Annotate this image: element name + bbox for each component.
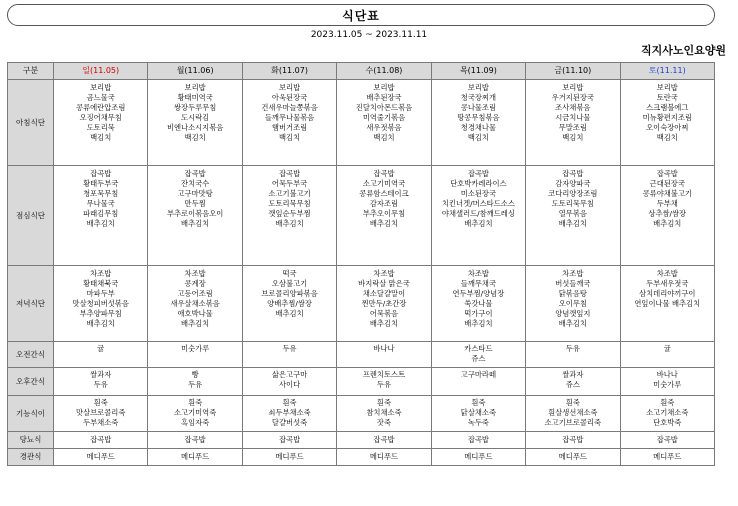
day-header-label: 월(11.06): [176, 66, 214, 75]
menu-cell: [337, 449, 431, 466]
menu-item: 맛살브로콜리죽: [76, 408, 126, 417]
menu-item: 배추김치: [86, 219, 115, 228]
menu-cell: [54, 166, 148, 266]
menu-cell: [526, 396, 620, 432]
menu-item: 메디푸드: [558, 452, 587, 461]
menu-item: 차조밥: [184, 269, 206, 278]
menu-item: 연두부찜/양념장: [452, 289, 505, 298]
menu-cell: [148, 368, 242, 396]
meal-row-func: [8, 396, 715, 432]
menu-item: 백김치: [90, 133, 112, 142]
menu-item: 배추김치: [558, 219, 587, 228]
menu-item: 상추쌈/쌈장: [648, 209, 687, 218]
menu-item: 애호박나물: [177, 309, 213, 318]
menu-item: 카스타드: [464, 344, 493, 353]
menu-item: 코다리양장조림: [548, 189, 598, 198]
menu-item: 보리밥: [373, 83, 395, 92]
menu-item: 흰죽: [565, 398, 580, 407]
menu-item: 야채샐러드/참깨드레싱: [441, 209, 515, 218]
menu-item: 무나물국: [86, 199, 115, 208]
menu-item: 소고기미역죽: [173, 408, 217, 417]
menu-item: 잡곡밥: [656, 435, 678, 444]
menu-item: 오이무침: [558, 299, 587, 308]
meal-row-tube: [8, 449, 715, 466]
menu-item: 잡곡밥: [373, 435, 395, 444]
menu-item: 바나나: [373, 344, 395, 353]
menu-item: 차조밥: [562, 269, 584, 278]
menu-item: 배추김치: [181, 319, 210, 328]
menu-cell: [148, 432, 242, 449]
menu-item: 보리밥: [562, 83, 584, 92]
menu-item: 잡곡밥: [184, 169, 206, 178]
menu-item: 스크램블에그: [646, 103, 689, 112]
menu-item: 햄버거조림: [271, 123, 308, 132]
meal-row-snack2: [8, 368, 715, 396]
menu-item: 흰죽: [188, 398, 203, 407]
menu-item: 차조밥: [467, 269, 489, 278]
day-header-label: 금(11.10): [554, 66, 592, 75]
menu-item: 우거지된장국: [551, 93, 594, 102]
menu-cell: [620, 449, 714, 466]
menu-cell: [337, 368, 431, 396]
menu-item: 고등어조림: [177, 289, 213, 298]
menu-item: 청포묵무침: [83, 189, 119, 198]
menu-item: 오징어채무침: [79, 113, 122, 122]
menu-item: 무말조림: [558, 123, 587, 132]
menu-item: 콩류야채불고기: [642, 189, 692, 198]
day-header-label: 화(11.07): [271, 66, 308, 75]
menu-item: 오이숙장아찌: [646, 123, 689, 132]
menu-item: 떡가구이: [464, 309, 493, 318]
menu-item: 배추김치: [275, 219, 304, 228]
menu-item: 콩나물조림: [460, 103, 497, 112]
menu-item: 부추오이무침: [362, 209, 406, 218]
menu-item: 백김치: [278, 133, 301, 142]
menu-item: 귤: [97, 344, 105, 353]
menu-item: 진달치아몬드볶음: [355, 103, 413, 112]
menu-item: 청경채나물: [460, 123, 497, 132]
menu-item: 귤: [663, 344, 671, 353]
organization-name: 직지사노인요양원: [640, 44, 726, 57]
menu-item: 쌀과자: [90, 370, 112, 379]
menu-cell: [242, 266, 336, 342]
menu-cell: [242, 80, 336, 166]
menu-item: 두유: [93, 380, 108, 389]
menu-item: 채소달걀말이: [362, 289, 406, 298]
menu-item: 잡곡밥: [467, 169, 489, 178]
meal-row-label: 점심식단: [8, 166, 54, 266]
meal-row-diab: [8, 432, 715, 449]
menu-item: 백김치: [656, 133, 678, 142]
menu-cell: [431, 396, 525, 432]
menu-item: 치킨너겟/머스타드소스: [441, 199, 515, 208]
menu-item: 버섯들깨국: [555, 279, 591, 288]
menu-item: 백김치: [562, 133, 584, 142]
day-header: [337, 63, 431, 80]
menu-item: 흰살생선채소죽: [548, 408, 598, 417]
menu-cell: [54, 80, 148, 166]
menu-cell: [526, 166, 620, 266]
menu-item: 흰죽: [93, 398, 108, 407]
menu-item: 녹두죽: [467, 418, 489, 427]
day-header: [526, 63, 620, 80]
menu-item: 도토리묵무침: [268, 199, 311, 208]
menu-item: 시금치나물: [555, 113, 591, 122]
menu-cell: [431, 368, 525, 396]
menu-item: 연잎이나물 배추김치: [634, 299, 701, 308]
menu-item: 어묵두부국: [271, 179, 308, 188]
menu-cell: [620, 342, 714, 368]
menu-item: 잡곡밥: [90, 435, 112, 444]
menu-item: 콩류함스테이크: [359, 189, 409, 198]
menu-cell: [54, 396, 148, 432]
menu-item: 메디푸드: [275, 452, 304, 461]
menu-item: 잡곡밥: [184, 435, 206, 444]
menu-item: 잡곡밥: [562, 169, 584, 178]
menu-item: 두유: [565, 344, 580, 353]
menu-cell: [148, 342, 242, 368]
menu-item: 두유: [188, 380, 203, 389]
menu-item: 오삼불고기: [271, 279, 308, 288]
menu-cell: [526, 449, 620, 466]
menu-item: 들깨무채국: [460, 279, 497, 288]
menu-cell: [620, 80, 714, 166]
menu-item: 콩류에란압조림: [76, 103, 126, 112]
menu-item: 만두찜: [184, 199, 206, 208]
menu-cell: [148, 166, 242, 266]
menu-item: 황태미역국: [177, 93, 213, 102]
menu-item: 흰죽: [660, 398, 675, 407]
menu-cell: [431, 432, 525, 449]
menu-item: 보리밥: [278, 83, 301, 92]
menu-item: 미역줄기볶음: [362, 113, 406, 122]
menu-cell: [54, 266, 148, 342]
menu-item: 건새우마늘쫑볶음: [261, 103, 318, 112]
menu-cell: [242, 342, 336, 368]
menu-item: 삼치데리야끼구이: [639, 289, 696, 298]
menu-cell: [148, 80, 242, 166]
menu-item: 차조밥: [373, 269, 395, 278]
menu-cell: [620, 166, 714, 266]
menu-item: 두부채: [656, 199, 678, 208]
menu-item: 차조밥: [90, 269, 112, 278]
menu-item: 땅콩무침볶음: [457, 113, 500, 122]
menu-item: 보리밥: [90, 83, 112, 92]
menu-cell: [337, 266, 431, 342]
menu-item: 부추양파무침: [79, 309, 122, 318]
menu-item: 흑임자죽: [181, 418, 210, 427]
menu-cell: [242, 449, 336, 466]
menu-cell: [54, 368, 148, 396]
menu-cell: [242, 166, 336, 266]
menu-item: 조사채볶음: [555, 103, 591, 112]
meal-row-label: 오전간식: [8, 342, 54, 368]
menu-item: 잡곡밥: [278, 435, 301, 444]
menu-item: 쌍장두루무침: [173, 103, 217, 112]
menu-cell: [526, 342, 620, 368]
menu-item: 배추김치: [181, 219, 210, 228]
menu-cell: [620, 368, 714, 396]
menu-item: 참치채소죽: [366, 408, 402, 417]
menu-item: 양념깻잎지: [555, 309, 591, 318]
day-header: [242, 63, 336, 80]
menu-cell: [526, 368, 620, 396]
menu-cell: [431, 80, 525, 166]
menu-cell: [242, 368, 336, 396]
menu-cell: [54, 449, 148, 466]
day-header: [54, 63, 148, 80]
menu-item: 황태두부국: [83, 179, 119, 188]
menu-item: 달걀버섯죽: [271, 418, 308, 427]
menu-item: 메디푸드: [86, 452, 115, 461]
menu-item: 쇠두부채소죽: [268, 408, 311, 417]
menu-cell: [242, 432, 336, 449]
menu-item: 찐만두/초간장: [361, 299, 407, 308]
day-header: [620, 63, 714, 80]
menu-item: 청국장찌개: [460, 93, 497, 102]
menu-item: 감자양파국: [555, 179, 591, 188]
menu-item: 고구마맛탕: [177, 189, 213, 198]
menu-item: 깻잎순두부찜: [268, 209, 311, 218]
menu-item: 배추김치: [275, 309, 304, 318]
menu-item: 잡곡밥: [656, 169, 678, 178]
menu-item: 맛살청피버섯볶음: [72, 299, 129, 308]
page-title: [7, 4, 715, 26]
menu-cell: [431, 449, 525, 466]
day-header-label: 목(11.09): [459, 66, 497, 75]
menu-item: 비엔나소시지볶음: [166, 123, 224, 132]
menu-item: 삶은고구마: [271, 370, 308, 379]
menu-table: [7, 62, 715, 466]
menu-item: 단호박카레라이스: [450, 179, 507, 188]
meal-row-label: 저녁식단: [8, 266, 54, 342]
menu-cell: [337, 432, 431, 449]
menu-item: 사이다: [278, 380, 301, 389]
menu-cell: [54, 432, 148, 449]
menu-cell: [431, 166, 525, 266]
menu-item: 근대된장국: [649, 179, 685, 188]
menu-item: 차조밥: [656, 269, 678, 278]
menu-item: 메디푸드: [464, 452, 493, 461]
menu-item: 백김치: [467, 133, 489, 142]
menu-item: 백김치: [373, 133, 395, 142]
menu-item: 토란국: [656, 93, 678, 102]
menu-item: 쑥갓나물: [464, 299, 493, 308]
menu-item: 황태채북국: [83, 279, 119, 288]
day-header: [431, 63, 525, 80]
day-header-label: 토(11.11): [648, 66, 686, 75]
menu-item: 고구마라떼: [460, 370, 497, 379]
menu-item: 미숫가루: [653, 380, 682, 389]
meal-row-snack1: [8, 342, 715, 368]
menu-item: 잡곡밥: [373, 169, 395, 178]
menu-item: 도토리묵: [86, 123, 115, 132]
menu-cell: [620, 266, 714, 342]
menu-item: 바나나: [656, 370, 678, 379]
menu-item: 배추김치: [653, 219, 682, 228]
menu-item: 두부새우젓국: [646, 279, 689, 288]
menu-cell: [526, 432, 620, 449]
menu-item: 곰느물국: [86, 93, 115, 102]
menu-item: 잡곡밥: [90, 169, 112, 178]
menu-item: 배추된장국: [366, 93, 402, 102]
menu-item: 배추김치: [86, 319, 115, 328]
menu-item: 양배추찜/쌈장: [267, 299, 312, 308]
meal-row-label: 기능식이: [8, 396, 54, 432]
day-header-label: 수(11.08): [365, 66, 403, 75]
menu-item: 배추김치: [464, 319, 493, 328]
menu-item: 잣죽: [376, 418, 392, 427]
menu-cell: [337, 342, 431, 368]
table-body: [8, 80, 715, 466]
menu-item: 잡곡밥: [562, 435, 584, 444]
menu-item: 닭볶음탕: [558, 289, 587, 298]
menu-item: 잡곡밥: [467, 435, 489, 444]
menu-item: 흰죽: [376, 398, 392, 407]
menu-item: 콩계장: [184, 279, 206, 288]
menu-item: 배추김치: [558, 319, 587, 328]
menu-cell: [54, 342, 148, 368]
menu-item: 배추김치: [369, 319, 399, 328]
menu-cell: [620, 396, 714, 432]
menu-item: 흰죽: [282, 398, 297, 407]
menu-item: 미소된장국: [460, 189, 497, 198]
title-text: 식단표: [342, 8, 380, 23]
menu-item: 미숫가루: [181, 344, 210, 353]
day-header-label: 일(11.05): [82, 66, 120, 75]
menu-cell: [148, 396, 242, 432]
meal-row-label: 오후간식: [8, 368, 54, 396]
menu-cell: [337, 80, 431, 166]
menu-item: 빵: [191, 370, 199, 379]
menu-cell: [148, 266, 242, 342]
menu-item: 보리밥: [656, 83, 678, 92]
menu-cell: [337, 166, 431, 266]
menu-item: 열무볶음: [558, 209, 587, 218]
menu-item: 도토리묵무침: [551, 199, 594, 208]
menu-item: 메디푸드: [181, 452, 210, 461]
menu-cell: [620, 432, 714, 449]
meal-row-label: 당뇨식: [8, 432, 54, 449]
corner-header: 구분: [8, 63, 54, 80]
menu-item: 보리밥: [184, 83, 206, 92]
menu-item: 브로콜리양파볶음: [261, 289, 318, 298]
menu-item: 보리밥: [467, 83, 489, 92]
menu-cell: [431, 266, 525, 342]
menu-item: 잡곡밥: [278, 169, 301, 178]
menu-item: 흰죽: [471, 398, 486, 407]
date-range: 2023.11.05 ~ 2023.11.11: [310, 30, 428, 40]
menu-item: 단호박죽: [653, 418, 682, 427]
menu-item: 쥬스: [471, 354, 486, 363]
menu-item: 새우젓볶음: [366, 123, 402, 132]
menu-item: 소고기채소죽: [646, 408, 689, 417]
menu-item: 메디푸드: [369, 452, 399, 461]
menu-item: 쥬스: [565, 380, 580, 389]
meal-row-lunch: [8, 166, 715, 266]
menu-item: 백김치: [184, 133, 206, 142]
menu-cell: [431, 342, 525, 368]
meal-row-label: 아침식단: [8, 80, 54, 166]
meal-row-label: 경관식: [8, 449, 54, 466]
menu-item: 쌀과자: [562, 370, 584, 379]
menu-item: 두부채소죽: [83, 418, 119, 427]
menu-item: 떡국: [282, 269, 297, 278]
menu-item: 소고기브로콜리죽: [544, 418, 602, 427]
menu-item: 프렌치토스트: [362, 370, 406, 379]
menu-item: 소고기미역국: [362, 179, 406, 188]
table-header-row: [8, 63, 715, 80]
meal-row-dinner: [8, 266, 715, 342]
day-header: [148, 63, 242, 80]
menu-cell: [148, 449, 242, 466]
menu-item: 메디푸드: [653, 452, 682, 461]
menu-cell: [526, 80, 620, 166]
menu-item: 아욱된장국: [271, 93, 308, 102]
menu-item: 소고기불고기: [268, 189, 311, 198]
menu-item: 어묵볶음: [369, 309, 399, 318]
menu-item: 배추김치: [464, 219, 493, 228]
menu-item: 잔치국수: [181, 179, 210, 188]
menu-item: 마파두부: [86, 289, 115, 298]
menu-item: 새우살채소볶음: [170, 299, 220, 308]
menu-item: 파래김무침: [83, 209, 119, 218]
menu-item: 부추로이볶음오이: [166, 209, 224, 218]
menu-cell: [242, 396, 336, 432]
menu-item: 들깨무나물볶음: [264, 113, 315, 122]
meal-row-breakfast: [8, 80, 715, 166]
menu-item: 닭살채소죽: [460, 408, 497, 417]
menu-item: 두유: [282, 344, 297, 353]
menu-item: 배추김치: [369, 219, 399, 228]
menu-item: 미뉴황편지조림: [642, 113, 692, 122]
menu-item: 두유: [376, 380, 392, 389]
menu-item: 도시락김: [181, 113, 210, 122]
menu-item: 감자조림: [369, 199, 399, 208]
menu-item: 바지락살 맑은국: [358, 279, 410, 288]
menu-cell: [337, 396, 431, 432]
menu-cell: [526, 266, 620, 342]
